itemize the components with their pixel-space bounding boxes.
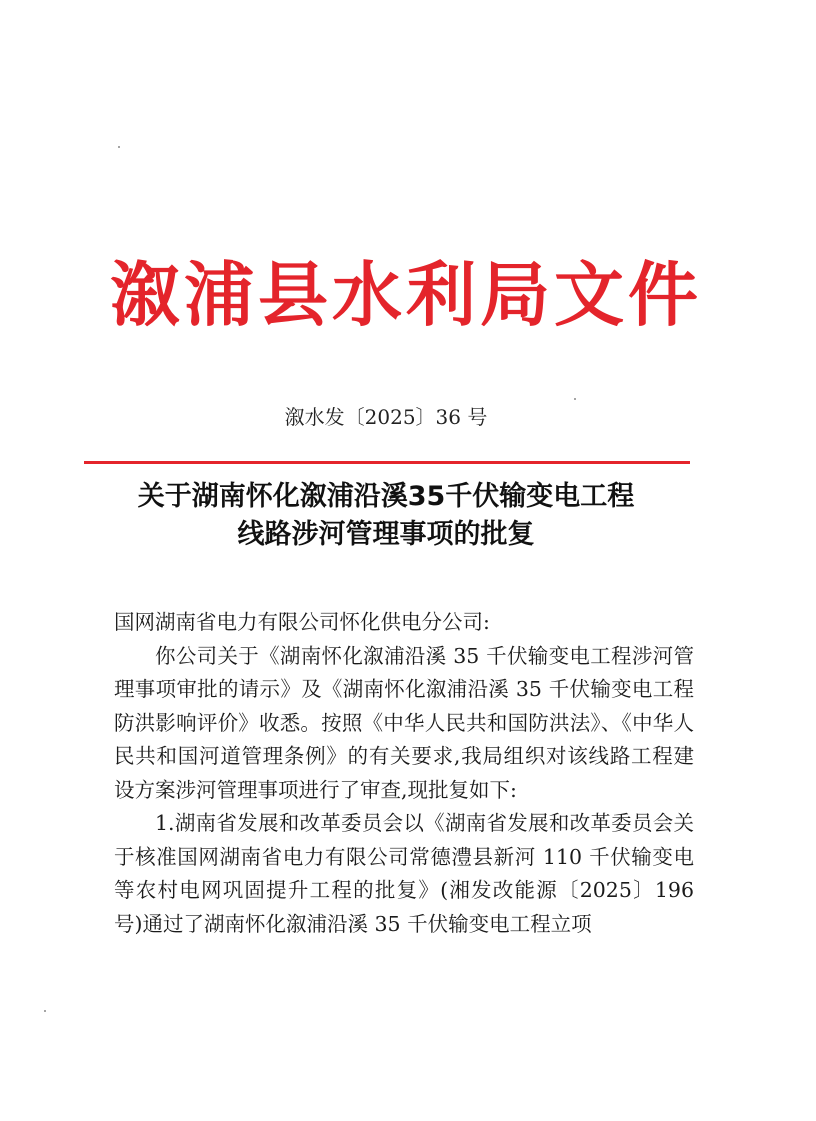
- title-line-1: 关于湖南怀化溆浦沿溪35千伏输变电工程: [137, 481, 635, 512]
- red-divider-line: [84, 461, 690, 464]
- document-number: 溆水发〔2025〕36 号: [284, 405, 488, 429]
- issuer-header: 溆浦县水利局文件: [110, 254, 702, 336]
- scan-speck: [118, 146, 120, 148]
- salutation: 国网湖南省电力有限公司怀化供电分公司:: [114, 610, 490, 634]
- scan-speck: [44, 1010, 46, 1012]
- body-paragraph-2: 1.湖南省发展和改革委员会以《湖南省发展和改革委员会关于核准国网湖南省电力有限公司常德澧县新河 110 千伏输变电等农村电网巩固提升工程的批复》(湘发改能源〔2025〕196 号)通过了湖南怀化溆浦沿溪 35 千伏输变电工程立项: [114, 811, 694, 936]
- document-title: [86, 478, 686, 554]
- scan-speck: [574, 398, 576, 400]
- document-body: [114, 606, 694, 941]
- body-paragraph-1: 你公司关于《湖南怀化溆浦沿溪 35 千伏输变电工程涉河管理事项审批的请示》及《湖南怀化溆浦沿溪 35 千伏输变电工程防洪影响评价》收悉。按照《中华人民共和国防洪法》、《中华人民共和国河道管理条例》的有关要求,我局组织对该线路工程建设方案涉河管理事项进行了审查,现批复如下:: [114, 643, 694, 802]
- title-line-2: 线路涉河管理事项的批复: [237, 519, 535, 550]
